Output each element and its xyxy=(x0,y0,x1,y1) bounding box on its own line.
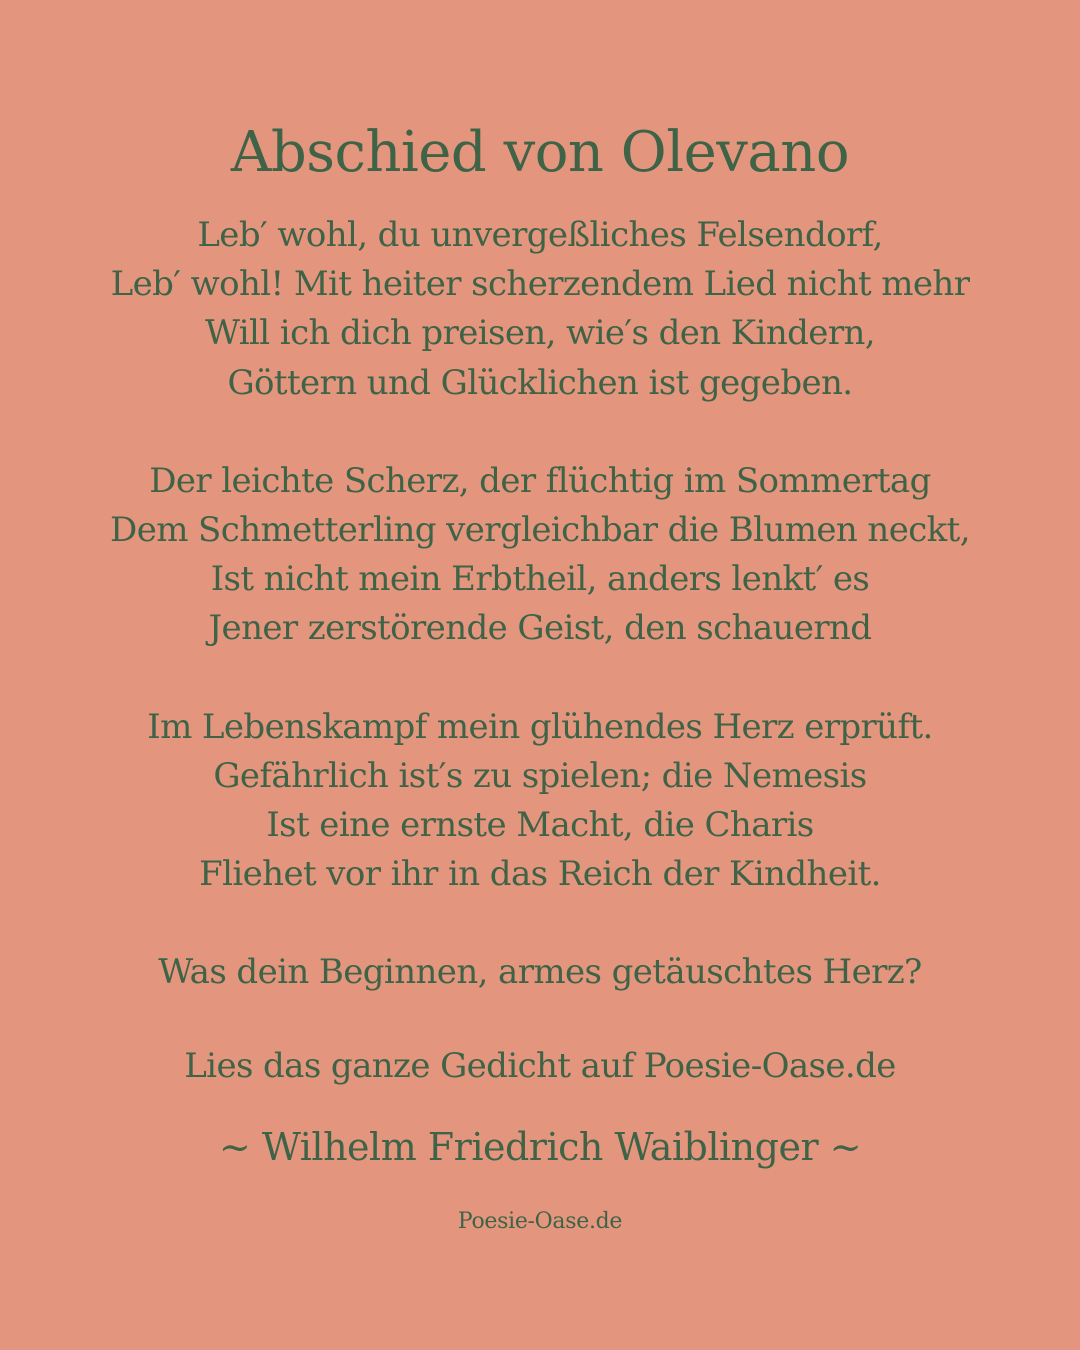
stanza xyxy=(0,703,1080,900)
site-watermark: Poesie-Oase.de xyxy=(457,1209,623,1234)
stanza xyxy=(0,948,1080,997)
poem-line: Will ich dich preisen, wie′s den Kindern, xyxy=(205,313,875,354)
poem-line: Ist nicht mein Erbtheil, anders lenkt′ es xyxy=(210,559,870,600)
poem-line: Jener zerstörende Geist, den schauernd xyxy=(208,608,872,649)
poem-line: Im Lebenskampf mein glühendes Herz erprüft. xyxy=(147,706,933,747)
poem-line: Der leichte Scherz, der flüchtig im Sommertag xyxy=(149,460,931,501)
author-name: ~ Wilhelm Friedrich Waiblinger ~ xyxy=(218,1125,862,1169)
poem-title: Abschied von Olevano xyxy=(230,120,850,185)
poem-line: Leb′ wohl! Mit heiter scherzendem Lied nicht mehr xyxy=(110,264,970,305)
poem-line: Was dein Beginnen, armes getäuschtes Herz? xyxy=(158,952,922,993)
poem-line: Ist eine ernste Macht, die Charis xyxy=(266,805,814,846)
stanza xyxy=(0,211,1080,408)
poem-line: Gefährlich ist′s zu spielen; die Nemesis xyxy=(213,755,867,796)
poem-body xyxy=(0,211,1080,1047)
poem-line: Leb′ wohl, du unvergeßliches Felsendorf, xyxy=(197,215,883,255)
read-more-text: Lies das ganze Gedicht auf Poesie-Oase.de xyxy=(184,1046,896,1086)
poem-line: Göttern und Glücklichen ist gegeben. xyxy=(227,362,853,403)
poem-line: Dem Schmetterling vergleichbar die Blumen neckt, xyxy=(110,510,970,551)
poem-line: Fliehet vor ihr in das Reich der Kindheit. xyxy=(199,854,881,895)
stanza xyxy=(0,457,1080,654)
